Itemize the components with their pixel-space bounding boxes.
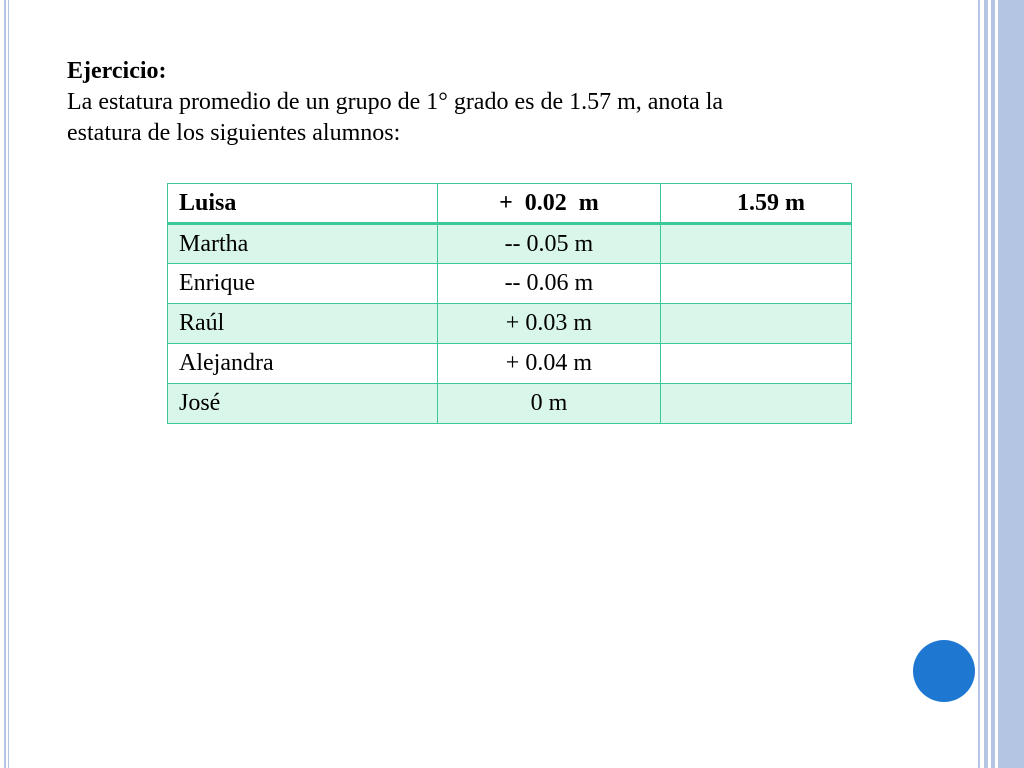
student-name-cell: Raúl: [168, 304, 438, 344]
height-answer-cell[interactable]: [661, 264, 852, 304]
table-header-row: [168, 184, 852, 224]
student-name-cell: Alejandra: [168, 344, 438, 384]
table-row: [168, 344, 852, 384]
right-border-line-3: [991, 0, 995, 768]
table-row: [168, 224, 852, 264]
difference-cell: + 0.03 m: [437, 304, 661, 344]
exercise-line-2: estatura de los siguientes alumnos:: [67, 120, 401, 146]
difference-cell: + 0.04 m: [437, 344, 661, 384]
exercise-heading: Ejercicio:: [67, 58, 167, 84]
height-answer-cell[interactable]: [661, 304, 852, 344]
difference-cell: -- 0.05 m: [437, 224, 661, 264]
circle-button[interactable]: [913, 640, 975, 702]
header-height-cell: 1.59 m: [661, 184, 852, 224]
student-name-cell: Martha: [168, 224, 438, 264]
difference-cell: -- 0.06 m: [437, 264, 661, 304]
height-answer-cell[interactable]: [661, 384, 852, 424]
left-border-line-inner: [8, 0, 9, 768]
table-row: [168, 384, 852, 424]
left-border-line: [4, 0, 6, 768]
difference-cell: 0 m: [437, 384, 661, 424]
header-name-cell: Luisa: [168, 184, 438, 224]
right-border-line-2: [984, 0, 988, 768]
right-border-line-1: [978, 0, 980, 768]
table-row: [168, 264, 852, 304]
exercise-text: [67, 56, 927, 149]
right-border-band: [998, 0, 1024, 768]
table-row: [168, 304, 852, 344]
header-diff-cell: + 0.02 m: [437, 184, 661, 224]
exercise-line-1: La estatura promedio de un grupo de 1° grado es de 1.57 m, anota la: [67, 89, 724, 115]
student-name-cell: José: [168, 384, 438, 424]
student-name-cell: Enrique: [168, 264, 438, 304]
heights-table: [167, 183, 852, 424]
height-answer-cell[interactable]: [661, 224, 852, 264]
height-answer-cell[interactable]: [661, 344, 852, 384]
